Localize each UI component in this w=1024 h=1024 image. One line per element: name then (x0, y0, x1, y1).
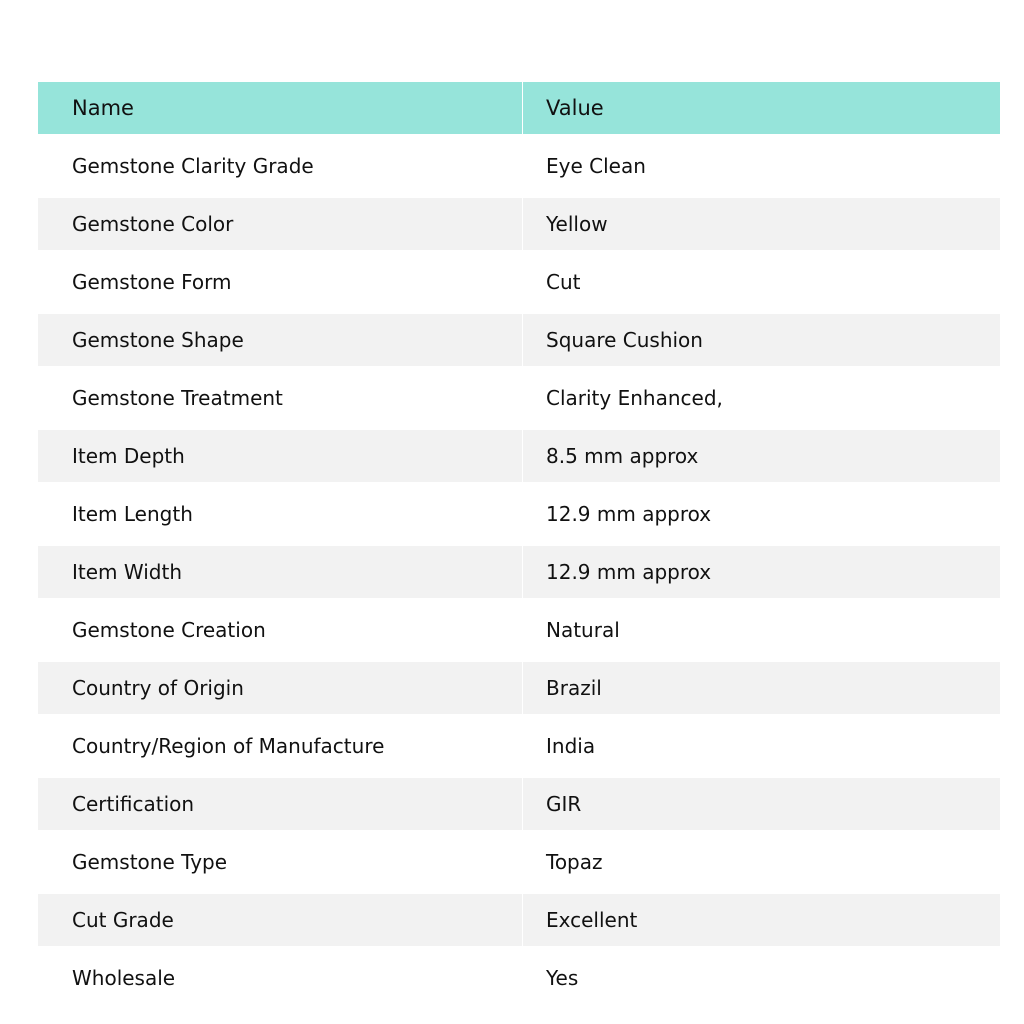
table-row (38, 198, 1000, 250)
row-value-cell: India (546, 734, 596, 758)
row-value-cell: Topaz (546, 850, 603, 874)
table-row (38, 314, 1000, 366)
table-row (38, 830, 1000, 894)
row-value-cell: 12.9 mm approx (546, 502, 712, 526)
row-value-cell: Cut (546, 270, 581, 294)
row-value-cell: Yes (546, 966, 579, 990)
table-row (38, 134, 1000, 198)
table-header-row (38, 82, 1000, 134)
row-value-cell: 12.9 mm approx (546, 560, 712, 584)
row-value-cell: Natural (546, 618, 620, 642)
row-name-cell: Gemstone Form (38, 250, 523, 314)
row-name-cell: Gemstone Color (38, 198, 523, 250)
item-specifics-table (38, 82, 1000, 1010)
row-name-cell: Item Length (38, 482, 523, 546)
row-name-cell: Country/Region of Manufacture (38, 714, 523, 778)
table-row (38, 778, 1000, 830)
row-name-cell: Gemstone Type (38, 830, 523, 894)
table-row (38, 366, 1000, 430)
column-header-name: Name (38, 82, 523, 134)
table-row (38, 546, 1000, 598)
row-name-cell: Item Depth (38, 430, 523, 482)
table-row (38, 894, 1000, 946)
row-name-cell: Cut Grade (38, 894, 523, 946)
row-name-cell: Gemstone Treatment (38, 366, 523, 430)
row-value-cell: Brazil (546, 676, 602, 700)
table-row (38, 714, 1000, 778)
table-row (38, 598, 1000, 662)
row-name-cell: Gemstone Creation (38, 598, 523, 662)
row-name-cell: Gemstone Shape (38, 314, 523, 366)
row-value-cell: GIR (546, 792, 582, 816)
row-value-cell: Clarity Enhanced, (546, 386, 723, 410)
table-row (38, 946, 1000, 1010)
row-value-cell: Excellent (546, 908, 638, 932)
row-value-cell: Yellow (546, 212, 608, 236)
row-name-cell: Certification (38, 778, 523, 830)
table-row (38, 662, 1000, 714)
row-name-cell: Item Width (38, 546, 523, 598)
column-header-value: Value (546, 96, 604, 120)
row-name-cell: Gemstone Clarity Grade (38, 134, 523, 198)
row-value-cell: Square Cushion (546, 328, 703, 352)
row-value-cell: 8.5 mm approx (546, 444, 699, 468)
table-row (38, 430, 1000, 482)
table-row (38, 482, 1000, 546)
table-row (38, 250, 1000, 314)
row-value-cell: Eye Clean (546, 154, 646, 178)
row-name-cell: Wholesale (38, 946, 523, 1010)
row-name-cell: Country of Origin (38, 662, 523, 714)
